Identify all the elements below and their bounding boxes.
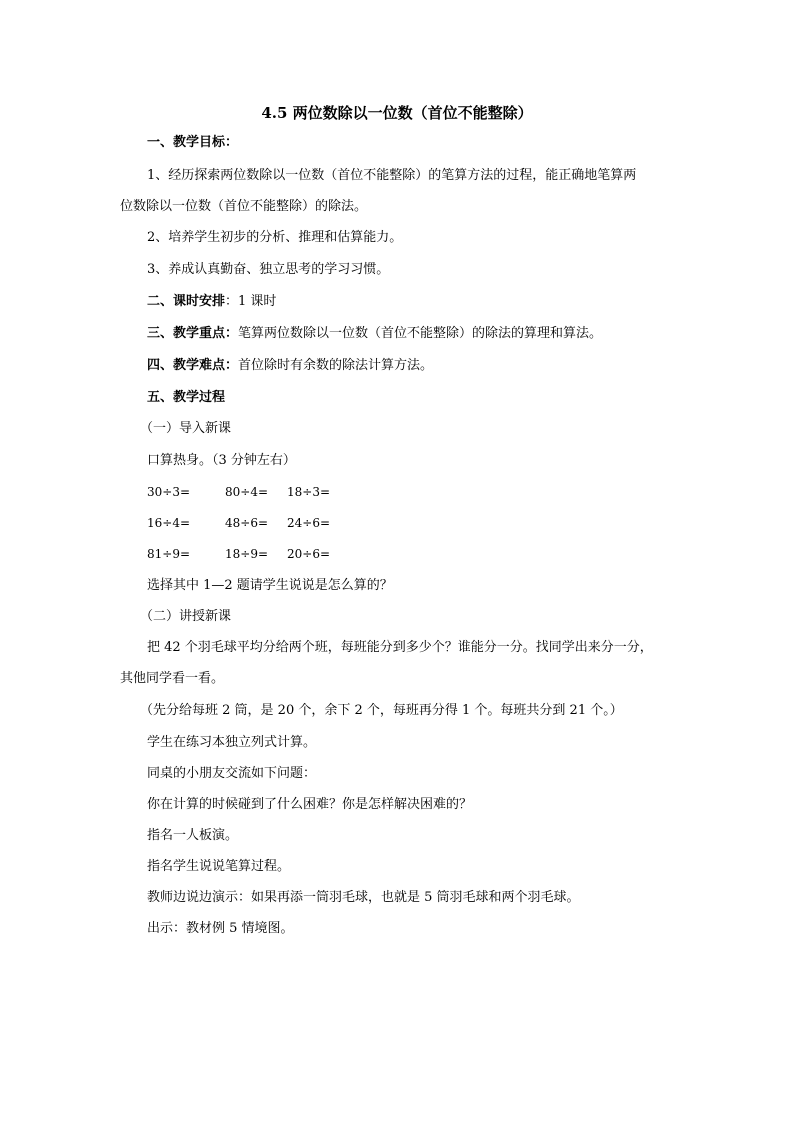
- problem-r2-c3: 24÷6=: [287, 516, 331, 530]
- section-schedule-label: 二、课时安排: [147, 294, 226, 309]
- section-heading-goals: 一、教学目标：: [147, 135, 239, 150]
- goal-1-line-2: 位数除以一位数（首位不能整除）的除法。: [120, 199, 368, 214]
- problem-r1-c3: 18÷3=: [287, 485, 331, 499]
- problem-r2-c1: 16÷4=: [147, 516, 191, 530]
- problem-r2-c2: 48÷6=: [225, 516, 269, 530]
- part-2-heading: （二）讲授新课: [140, 609, 232, 624]
- section-key-points-text: 笔算两位数除以一位数（首位不能整除）的除法的算理和算法。: [238, 326, 603, 341]
- section-difficulty-label: 四、教学难点：: [147, 358, 239, 373]
- problem-r3-c3: 20÷6=: [287, 547, 331, 561]
- section-schedule-text: ：1 课时: [225, 294, 277, 309]
- section-schedule: [147, 294, 276, 310]
- paragraph-5: 你在计算的时候碰到了什么困难？你是怎样解决困难的？: [147, 797, 473, 812]
- problem-r1-c2: 80÷4=: [225, 485, 269, 499]
- section-heading-process: 五、教学过程: [147, 390, 226, 405]
- section-difficulty-text: 首位除时有余数的除法计算方法。: [238, 358, 434, 373]
- section-key-points: [147, 326, 602, 342]
- part-1-heading: （一）导入新课: [140, 421, 232, 436]
- paragraph-9: 出示：教材例 5 情境图。: [147, 921, 294, 936]
- paragraph-6: 指名一人板演。: [147, 828, 239, 843]
- goal-1-line-1: 1、经历探索两位数除以一位数（首位不能整除）的笔算方法的过程，能正确地笔算两: [147, 168, 637, 183]
- section-key-points-label: 三、教学重点：: [147, 326, 239, 341]
- paragraph-2: （先分给每班 2 筒，是 20 个，余下 2 个，每班再分得 1 个。每班共分到 21 个。）: [140, 703, 623, 718]
- paragraph-7: 指名学生说说笔算过程。: [147, 859, 291, 874]
- choose-prompt: 选择其中 1—2 题请学生说说是怎么算的？: [147, 578, 393, 593]
- paragraph-1-line-2: 其他同学看一看。: [120, 671, 225, 686]
- goal-3: 3、养成认真勤奋、独立思考的学习习惯。: [147, 262, 390, 277]
- section-difficulty: [147, 358, 433, 374]
- goal-2: 2、培养学生初步的分析、推理和估算能力。: [147, 230, 403, 245]
- warmup-intro: 口算热身。（3 分钟左右）: [147, 453, 296, 468]
- paragraph-4: 同桌的小朋友交流如下问题：: [147, 766, 317, 781]
- paragraph-1-line-1: 把 42 个羽毛球平均分给两个班，每班能分到多少个？谁能分一分。找同学出来分一分，: [147, 640, 653, 655]
- problem-r3-c1: 81÷9=: [147, 547, 191, 561]
- problem-r3-c2: 18÷9=: [225, 547, 269, 561]
- paragraph-8: 教师边说边演示：如果再添一筒羽毛球，也就是 5 筒羽毛球和两个羽毛球。: [147, 890, 580, 905]
- paragraph-3: 学生在练习本独立列式计算。: [147, 735, 317, 750]
- problem-r1-c1: 30÷3=: [147, 485, 191, 499]
- document-title: 4.5 两位数除以一位数（首位不能整除）: [261, 104, 533, 122]
